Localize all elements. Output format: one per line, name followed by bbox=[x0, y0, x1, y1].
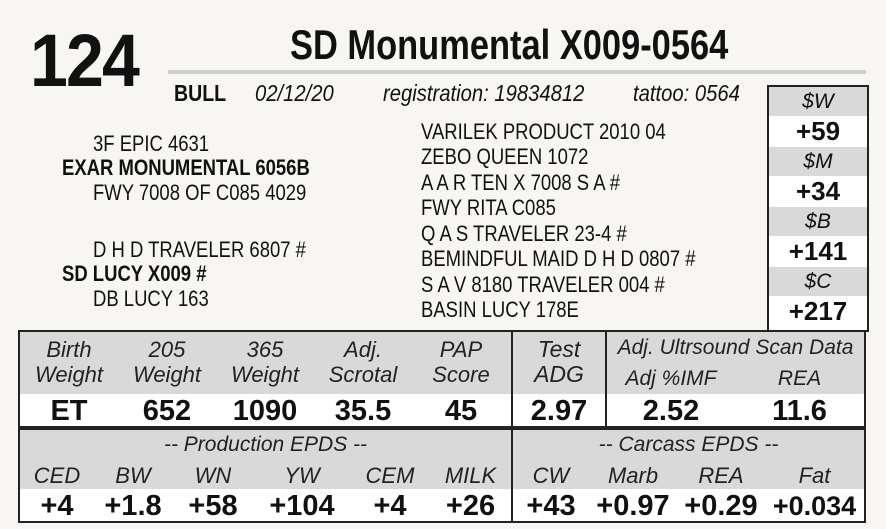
index-label-w: $W bbox=[769, 87, 867, 116]
pedigree-gg-1: VARILEK PRODUCT 2010 04 bbox=[421, 119, 666, 144]
epd-header-milk: MILK bbox=[444, 463, 497, 488]
perf-header-4a: Adj. bbox=[344, 337, 382, 362]
pedigree-gg-3: A A R TEN X 7008 S A # bbox=[421, 170, 620, 195]
birth-date: 02/12/20 bbox=[255, 80, 334, 106]
index-label-m: $M bbox=[769, 147, 867, 176]
adj-scrotal-value: 35.5 bbox=[334, 395, 392, 427]
ultrasound-table bbox=[511, 330, 866, 428]
pedigree-sire: EXAR MONUMENTAL 6056B bbox=[62, 155, 310, 180]
rea-header: REA bbox=[777, 367, 822, 390]
epd-header-cw: CW bbox=[532, 463, 570, 488]
pedigree-dam-dam: DB LUCY 163 bbox=[93, 286, 209, 311]
epd-value-marb: +0.97 bbox=[596, 490, 670, 522]
sex-label: BULL bbox=[174, 80, 227, 106]
rea-value: 11.6 bbox=[772, 395, 827, 427]
epd-header-yw: YW bbox=[284, 463, 320, 488]
pedigree-gg-8: BASIN LUCY 178E bbox=[421, 297, 579, 322]
test-adg-header-a: Test bbox=[537, 336, 581, 362]
pedigree-gg-7: S A V 8180 TRAVELER 004 # bbox=[421, 272, 665, 297]
pedigree-dam-sire: D H D TRAVELER 6807 # bbox=[93, 237, 306, 262]
tattoo: tattoo: 0564 bbox=[633, 80, 740, 106]
perf-header-2b: Weight bbox=[132, 362, 202, 387]
epd-header-marb: Marb bbox=[607, 463, 659, 488]
perf-header-3a: 365 bbox=[246, 337, 284, 362]
epd-value-rea: +0.29 bbox=[684, 490, 758, 522]
epd-header-ced: CED bbox=[33, 463, 81, 488]
dollar-index-box bbox=[767, 85, 869, 332]
ultrasound-title: Adj. Ultrsound Scan Data bbox=[617, 336, 854, 359]
pedigree-gg-5: Q A S TRAVELER 23-4 # bbox=[421, 221, 627, 246]
perf-header-1b: Weight bbox=[34, 362, 104, 387]
epd-value-cem: +4 bbox=[373, 490, 407, 522]
epd-value-wn: +58 bbox=[188, 490, 238, 522]
epd-value-cw: +43 bbox=[526, 490, 576, 522]
epd-header-bw: BW bbox=[115, 463, 151, 488]
epd-header-fat: Fat bbox=[798, 463, 831, 488]
perf-header-1a: Birth bbox=[46, 337, 92, 362]
lot-number: 124 bbox=[30, 19, 139, 102]
epd-value-milk: +26 bbox=[445, 490, 496, 522]
perf-header-5a: PAP bbox=[439, 337, 483, 362]
carcass-epd-table bbox=[511, 428, 866, 523]
imf-value: 2.52 bbox=[642, 395, 700, 427]
pedigree-gg-6: BEMINDFUL MAID D H D 0807 # bbox=[421, 246, 696, 271]
perf-header-3b: Weight bbox=[230, 362, 300, 387]
perf-header-2a: 205 bbox=[148, 337, 186, 362]
index-value-w: +59 bbox=[795, 116, 841, 146]
imf-header: Adj %IMF bbox=[625, 367, 717, 390]
test-adg-header-b: ADG bbox=[534, 361, 584, 387]
performance-table bbox=[18, 330, 513, 428]
index-value-m: +34 bbox=[795, 176, 841, 206]
epd-header-wn: WN bbox=[194, 463, 232, 488]
registration-number: registration: 19834812 bbox=[383, 80, 585, 106]
carcass-title: -- Carcass EPDS -- bbox=[598, 433, 779, 456]
epd-value-bw: +1.8 bbox=[104, 490, 162, 522]
pedigree-sire-dam: FWY 7008 OF C085 4029 bbox=[93, 180, 307, 205]
pap-score-value: 45 bbox=[444, 395, 478, 427]
test-adg-value: 2.97 bbox=[530, 395, 588, 427]
pedigree-gg-2: ZEBO QUEEN 1072 bbox=[421, 144, 589, 169]
animal-name: SD Monumental X009-0564 bbox=[290, 21, 729, 68]
perf-header-4b: Scrotal bbox=[328, 362, 398, 387]
weight-365-value: 1090 bbox=[232, 395, 298, 427]
perf-header-5b: Score bbox=[432, 362, 490, 387]
index-label-c: $C bbox=[769, 267, 867, 296]
index-value-b: +141 bbox=[788, 236, 848, 266]
index-label-b: $B bbox=[769, 207, 867, 236]
production-epd-table bbox=[18, 428, 513, 523]
epd-header-cem: CEM bbox=[365, 463, 415, 488]
epd-value-ced: +4 bbox=[40, 490, 74, 522]
index-value-c: +217 bbox=[788, 296, 848, 326]
pedigree-sire-sire: 3F EPIC 4631 bbox=[93, 131, 210, 156]
header-rule bbox=[168, 70, 866, 74]
epd-value-yw: +104 bbox=[269, 490, 335, 522]
pedigree-dam: SD LUCY X009 # bbox=[62, 261, 207, 286]
weight-205-value: 652 bbox=[142, 395, 192, 427]
epd-header-rea: REA bbox=[698, 463, 744, 488]
epd-value-fat: +0.034 bbox=[772, 491, 857, 521]
pedigree-gg-4: FWY RITA C085 bbox=[421, 195, 556, 220]
birth-weight-value: ET bbox=[50, 395, 88, 427]
production-title: -- Production EPDS -- bbox=[163, 433, 368, 456]
